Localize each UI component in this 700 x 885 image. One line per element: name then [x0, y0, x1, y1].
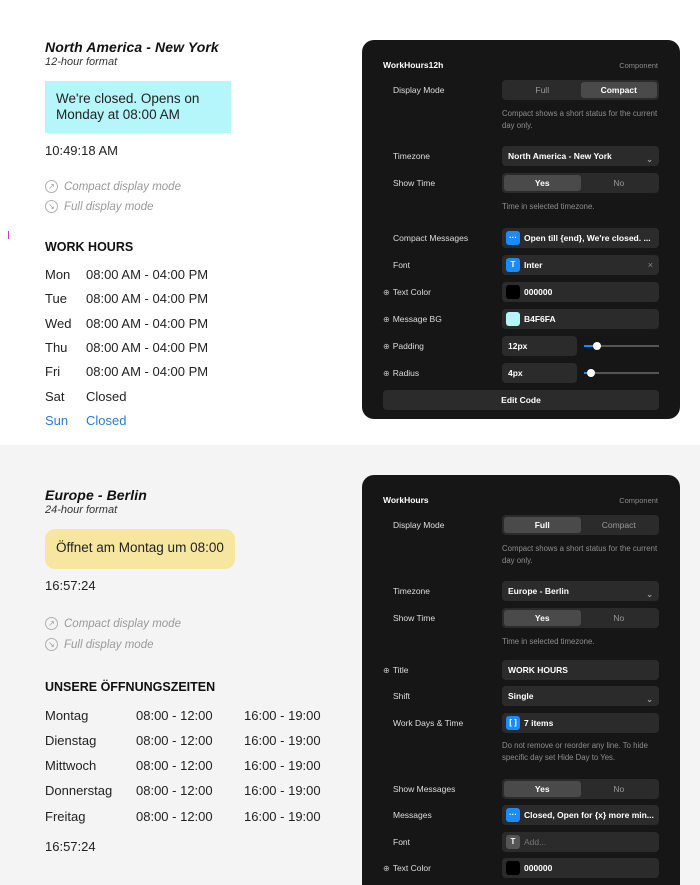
padding-slider[interactable]	[584, 345, 659, 347]
day-label: Wed	[45, 316, 72, 331]
list-icon: ···	[506, 808, 520, 822]
compact-messages-value: Open till {end}, We're closed. ...	[524, 233, 651, 243]
day-label: Tue	[45, 291, 67, 306]
hours-row	[45, 316, 208, 331]
title-input[interactable]	[502, 660, 659, 680]
day-label: Mittwoch	[45, 758, 97, 773]
afternoon-hours: 16:00 - 19:00	[244, 708, 321, 723]
compact-messages-row	[362, 228, 680, 248]
compact-messages-label: Compact Messages	[393, 233, 469, 243]
day-label: Dienstag	[45, 733, 97, 748]
hours-row	[45, 291, 208, 306]
font-label: Font	[393, 837, 411, 847]
show-time-no[interactable]: No	[613, 613, 625, 623]
timezone-value: North America - New York	[508, 151, 612, 161]
afternoon-hours: 16:00 - 19:00	[244, 809, 321, 824]
arrow-up-right-icon: ↗	[45, 180, 58, 193]
component-name: WorkHours12h	[383, 60, 444, 70]
timezone-select[interactable]	[502, 146, 659, 166]
day-label: Sun	[45, 413, 69, 428]
show-messages-segmented	[502, 779, 659, 799]
shift-value: Single	[508, 691, 534, 701]
afternoon-hours: 16:00 - 19:00	[244, 758, 321, 773]
padding-row	[362, 336, 680, 356]
chevron-down-icon: ⌄	[646, 155, 653, 164]
timezone-label: Timezone	[393, 586, 431, 596]
show-time-yes[interactable]: Yes	[504, 610, 581, 626]
show-messages-row	[362, 779, 680, 799]
hours-row	[45, 733, 321, 748]
font-field[interactable]	[502, 255, 659, 275]
slider-knob[interactable]	[587, 369, 595, 377]
display-mode-note: Compact shows a short status for the current day only.	[502, 109, 658, 130]
text-color-row	[362, 858, 680, 878]
messages-row	[362, 805, 680, 825]
morning-hours: 08:00 - 12:00	[136, 733, 213, 748]
shift-label: Shift	[393, 691, 411, 701]
show-time-label: Show Time	[393, 178, 436, 188]
radius-value: 4px	[508, 368, 523, 378]
message-bg-value: B4F6FA	[524, 314, 556, 324]
show-messages-yes[interactable]: Yes	[504, 781, 581, 797]
day-label: Fri	[45, 364, 61, 379]
show-time-row	[362, 173, 680, 193]
messages-field[interactable]	[502, 805, 659, 825]
chevron-down-icon: ⌄	[646, 590, 653, 599]
preview-subtitle: 24-hour format	[45, 504, 118, 516]
show-time-note: Time in selected timezone.	[502, 637, 595, 646]
component-badge: Component	[619, 496, 658, 505]
work-days-value: 7 items	[524, 718, 554, 728]
text-color-label: ⊕ Text Color	[383, 863, 431, 873]
show-time-label: Show Time	[393, 613, 436, 623]
preview-subtitle: 12-hour format	[45, 56, 118, 68]
status-message: Öffnet am Montag um 08:00	[45, 529, 235, 569]
timezone-row	[362, 581, 680, 601]
day-hours: Closed	[86, 413, 127, 428]
day-label: Sat	[45, 389, 65, 404]
hours-heading: WORK HOURS	[45, 240, 134, 254]
show-time-segmented	[502, 173, 659, 193]
hours-row	[45, 809, 321, 824]
show-messages-label: Show Messages	[393, 784, 456, 794]
message-bg-label: ⊕ Message BG	[383, 314, 442, 324]
radius-input[interactable]	[502, 363, 577, 383]
hours-row	[45, 708, 321, 723]
text-color-label: ⊕ Text Color	[383, 287, 431, 297]
current-time: 16:57:24	[45, 578, 96, 593]
title-value: WORK HOURS	[508, 665, 568, 675]
color-swatch[interactable]	[506, 285, 520, 299]
day-hours: 08:00 AM - 04:00 PM	[86, 340, 209, 355]
show-time-no[interactable]: No	[613, 178, 625, 188]
afternoon-hours: 16:00 - 19:00	[244, 783, 321, 798]
timezone-select[interactable]	[502, 581, 659, 601]
text-color-value: 000000	[524, 287, 553, 297]
color-swatch[interactable]	[506, 312, 520, 326]
text-color-field[interactable]	[502, 282, 659, 302]
hours-row	[45, 783, 321, 798]
timezone-label: Timezone	[393, 151, 431, 161]
current-time: 10:49:18 AM	[45, 143, 118, 158]
messages-value: Closed, Open for {x} more min...	[524, 810, 654, 820]
display-mode-segmented	[502, 80, 659, 100]
font-label: Font	[393, 260, 411, 270]
display-mode-full[interactable]: Full	[535, 85, 550, 95]
preview-header	[45, 39, 219, 68]
hours-row	[45, 389, 126, 404]
display-mode-full[interactable]: Full	[504, 517, 581, 533]
status-message: We're closed. Opens on Monday at 08:00 AM	[45, 81, 231, 133]
messages-label: Messages	[393, 810, 432, 820]
display-mode-row	[362, 515, 680, 535]
radius-slider[interactable]	[584, 372, 659, 374]
show-time-row	[362, 608, 680, 628]
day-label: Mon	[45, 267, 71, 282]
work-days-field[interactable]	[502, 713, 659, 733]
display-mode-note: Compact shows a short status for the current day only.	[502, 544, 658, 565]
timezone-row	[362, 146, 680, 166]
work-days-note: Do not remove or reorder any line. To hide specific day set Hide Day to Yes.	[502, 741, 648, 762]
full-mode-link[interactable]	[45, 638, 153, 651]
day-hours: Closed	[86, 389, 127, 404]
font-icon: T	[506, 258, 520, 272]
display-mode-label: Display Mode	[393, 520, 445, 530]
day-hours: 08:00 AM - 04:00 PM	[86, 364, 209, 379]
current-time-bottom: 16:57:24	[45, 839, 96, 854]
hours-row-today	[45, 413, 126, 428]
arrow-up-right-icon: ↗	[45, 617, 58, 630]
edit-code-button[interactable]: Edit Code	[383, 390, 659, 410]
font-value: Inter	[524, 260, 543, 270]
list-icon: ···	[506, 231, 520, 245]
message-bg-field[interactable]	[502, 309, 659, 329]
hours-row	[45, 267, 208, 282]
array-icon: [ ]	[506, 716, 520, 730]
hours-row	[45, 758, 321, 773]
properties-panel	[362, 40, 680, 419]
properties-panel	[362, 475, 680, 885]
padding-input[interactable]	[502, 336, 577, 356]
show-time-yes[interactable]: Yes	[504, 175, 581, 191]
day-label: Freitag	[45, 809, 86, 824]
hours-row	[45, 340, 208, 355]
compact-mode-link[interactable]	[45, 617, 181, 630]
day-hours: 08:00 AM - 04:00 PM	[86, 291, 209, 306]
show-time-note: Time in selected timezone.	[502, 202, 595, 211]
day-label: Donnerstag	[45, 783, 113, 798]
compact-mode-label: Compact display mode	[64, 180, 181, 193]
arrow-down-right-icon: ↘	[45, 200, 58, 213]
preview-section-berlin	[0, 445, 700, 885]
radius-label: ⊕ Radius	[383, 368, 419, 378]
full-mode-label: Full display mode	[64, 638, 154, 651]
slider-knob[interactable]	[593, 342, 601, 350]
morning-hours: 08:00 - 12:00	[136, 758, 213, 773]
preview-title: Europe - Berlin	[45, 487, 147, 503]
compact-messages-field[interactable]	[502, 228, 659, 248]
title-label: ⊕ Title	[383, 665, 408, 675]
shift-select[interactable]	[502, 686, 659, 706]
text-color-value: 000000	[524, 863, 553, 873]
compact-mode-link[interactable]	[45, 180, 181, 193]
work-days-row	[362, 713, 680, 733]
day-label: Montag	[45, 708, 89, 723]
preview-title: North America - New York	[45, 39, 219, 55]
display-mode-row	[362, 80, 680, 100]
shift-row	[362, 686, 680, 706]
font-row	[362, 832, 680, 852]
display-mode-compact[interactable]: Compact	[581, 82, 658, 98]
font-placeholder: Add...	[524, 837, 547, 847]
component-name: WorkHours	[383, 495, 429, 505]
day-hours: 08:00 AM - 04:00 PM	[86, 267, 209, 282]
text-cursor	[8, 231, 9, 239]
arrow-down-right-icon: ↘	[45, 638, 58, 651]
compact-mode-label: Compact display mode	[64, 617, 181, 630]
display-mode-segmented	[502, 515, 659, 535]
message-bg-row	[362, 309, 680, 329]
text-color-field[interactable]	[502, 858, 659, 878]
show-time-segmented	[502, 608, 659, 628]
preview-header	[45, 487, 147, 516]
padding-label: ⊕ Padding	[383, 341, 424, 351]
work-days-label: Work Days & Time	[393, 718, 464, 728]
morning-hours: 08:00 - 12:00	[136, 708, 213, 723]
day-label: Thu	[45, 340, 68, 355]
color-swatch[interactable]	[506, 861, 520, 875]
show-messages-no[interactable]: No	[613, 784, 625, 794]
hours-heading: UNSERE ÖFFNUNGSZEITEN	[45, 680, 216, 694]
full-mode-link[interactable]	[45, 200, 153, 213]
component-badge: Component	[619, 61, 658, 70]
timezone-value: Europe - Berlin	[508, 586, 569, 596]
display-mode-compact[interactable]: Compact	[601, 520, 636, 530]
title-row	[362, 660, 680, 680]
morning-hours: 08:00 - 12:00	[136, 809, 213, 824]
padding-value: 12px	[508, 341, 528, 351]
morning-hours: 08:00 - 12:00	[136, 783, 213, 798]
font-field[interactable]	[502, 832, 659, 852]
text-color-row	[362, 282, 680, 302]
full-mode-label: Full display mode	[64, 200, 154, 213]
chevron-down-icon: ⌄	[646, 695, 653, 704]
clear-icon[interactable]: ×	[647, 260, 653, 270]
hours-row	[45, 364, 208, 379]
font-row	[362, 255, 680, 275]
font-icon: T	[506, 835, 520, 849]
day-hours: 08:00 AM - 04:00 PM	[86, 316, 209, 331]
afternoon-hours: 16:00 - 19:00	[244, 733, 321, 748]
radius-row	[362, 363, 680, 383]
display-mode-label: Display Mode	[393, 85, 445, 95]
